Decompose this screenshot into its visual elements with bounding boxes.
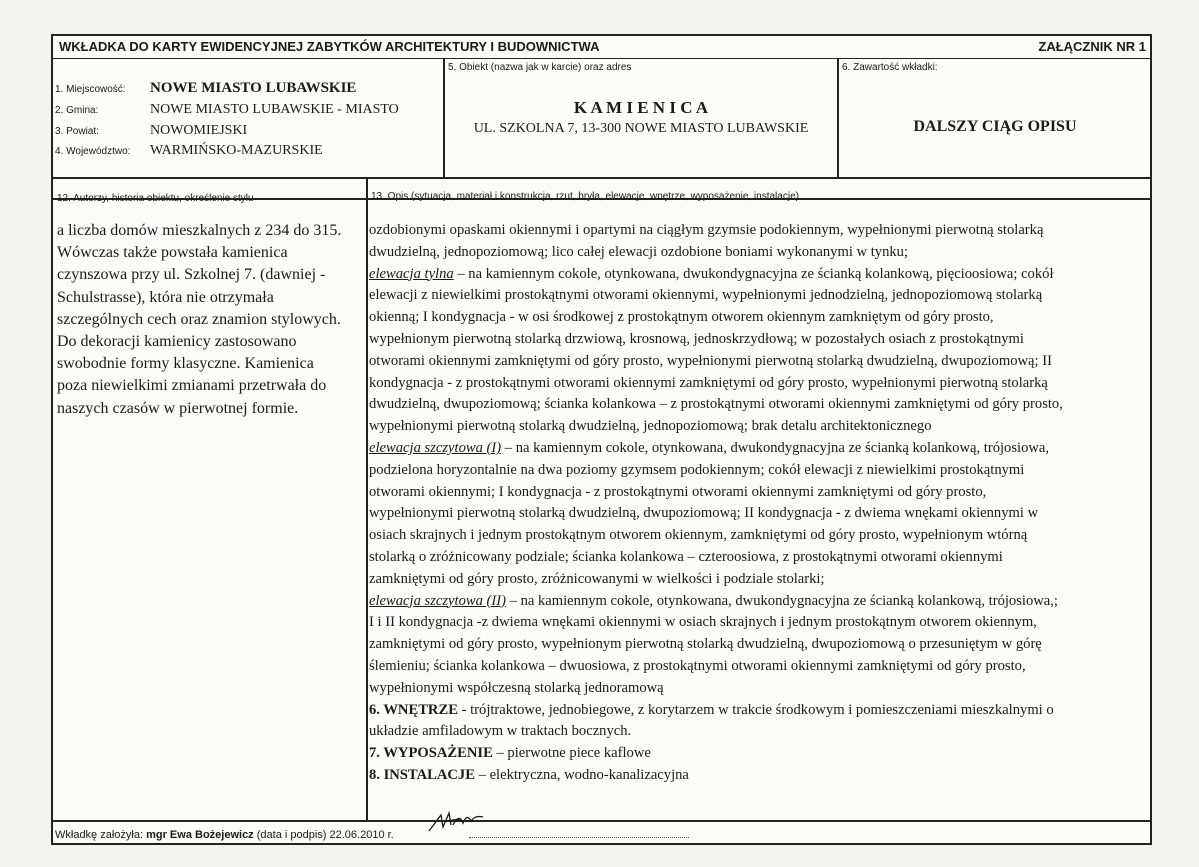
- desc-line: okienną; I kondygnacja - w osi środkowej z prostokątnym otworem okiennym zamkniętym od góry prosto,: [369, 309, 994, 326]
- desc-line: I i II kondygnacja -z dwiema wnękami okiennymi w osiach skrajnych i jednym prostokątnym otworem okiennym,: [369, 614, 1037, 631]
- section12-label: 12. Autorzy, historia obiektu, określenie stylu: [57, 193, 254, 204]
- form-header: [53, 36, 1150, 59]
- desc-line: ślemieniu; ścianka kolankowa – dwuosiowa, z prostokątnymi otworami okiennymi zamkniętymi od góry prosto,: [369, 657, 1026, 674]
- desc-line: podzielona horyzontalnie na dwa poziomy gzymsem podokiennym; cokół elewacji z niewielkimi prostokątnymi: [369, 461, 1025, 478]
- installations-heading: 8. INSTALACJE: [369, 766, 475, 783]
- district-label: 3. Powiat:: [55, 126, 99, 137]
- divider: [53, 820, 1150, 822]
- desc-line: dwudzielną, dwupoziomową; ścianka kolankowa – z prostokątnymi otworami okiennymi zamkniętymi od góry prosto,: [369, 396, 1063, 413]
- history-line: Schulstrasse), która nie otrzymała: [57, 288, 274, 306]
- desc-line-text: – na kamiennym cokole, otynkowana, dwukondygnacyjna ze ścianką kolankową, trójosiowa,: [501, 439, 1050, 456]
- form-frame: [51, 34, 1152, 845]
- desc-line: wypełnionymi współczesną stolarką jednoramową: [369, 679, 664, 696]
- desc-line: układzie amfiladowym w traktach bocznych.: [369, 723, 632, 740]
- divider: [443, 58, 445, 178]
- contents-value: DALSZY CIĄG OPISU: [913, 118, 1077, 135]
- gable-elevation-1-heading: elewacja szczytowa (I): [369, 439, 502, 456]
- history-line: czynszowa przy ul. Szkolnej 7. (dawniej -: [57, 266, 326, 284]
- desc-line: [369, 700, 1154, 722]
- object-address: UL. SZKOLNA 7, 13-300 NOWE MIASTO LUBAWSKIE: [473, 121, 809, 136]
- commune-label: 2. Gmina:: [55, 105, 99, 116]
- footer: [55, 827, 689, 841]
- desc-line: [369, 765, 1154, 787]
- desc-line: otworami okiennymi; I kondygnacja - z prostokątnymi otworami okiennymi zamkniętymi od góry prosto,: [369, 483, 987, 500]
- desc-line: stolarką o zróżnicowany podziale; ścianka kolankowa – czteroosiowa, z prostokątnymi otworami okiennymi: [369, 548, 1003, 565]
- desc-line-text: – pierwotne piece kaflowe: [492, 745, 651, 762]
- object-name: K A M I E N I C A: [573, 98, 709, 117]
- history-line: swobodnie formy klasyczne. Kamienica: [57, 355, 314, 373]
- signature-line: [469, 827, 689, 838]
- divider: [366, 178, 368, 821]
- footer-date: 22.06.2010 r.: [329, 829, 394, 841]
- section13-label: 13. Opis (sytuacja, materiał i konstrukcja, rzut, bryła, elewacje, wnętrze, wyposażenie, instalacje): [371, 191, 799, 202]
- object-label: 5. Obiekt (nazwa jak w karcie) oraz adres: [448, 62, 632, 73]
- desc-line: otworami okiennymi zamkniętymi od góry prosto, wypełnionymi pierwotną stolarką dwudzielną, dwupoziomową; II: [369, 352, 1052, 369]
- equipment-heading: 7. WYPOSAŻENIE: [369, 745, 493, 762]
- footer-mid: (data i podpis): [253, 829, 330, 841]
- commune-value: NOWE MIASTO LUBAWSKIE - MIASTO: [150, 102, 399, 117]
- commune-row: [55, 102, 399, 118]
- footer-prefix: Wkładkę założyła:: [55, 829, 147, 841]
- district-value: NOWOMIEJSKI: [150, 123, 248, 138]
- description-text: [369, 220, 1154, 787]
- attachment-number: ZAŁĄCZNIK NR 1: [1038, 39, 1146, 54]
- gable-elevation-2-heading: elewacja szczytowa (II): [369, 592, 506, 609]
- desc-line: [369, 438, 1154, 460]
- desc-line: osiach skrajnych i jednym prostokątnym otworem okiennym, zamkniętymi od góry prosto, wypełnionym wtórną: [369, 527, 1028, 544]
- voivodeship-label: 4. Województwo:: [55, 146, 131, 157]
- history-line: poza niewielkimi zmianami przetrwała do: [57, 377, 327, 395]
- desc-line: zamkniętymi od góry prosto, wypełnionym pierwotną stolarką dwudzielną, dwupoziomową o przesuniętym w górę: [369, 636, 1042, 653]
- history-line: naszych czasów w pierwotnej formie.: [57, 399, 299, 417]
- desc-line: dwudzielną, jednopoziomową; lico całej elewacji ozdobione boniami wykonanymi w tynku;: [369, 243, 909, 260]
- divider: [53, 177, 1150, 179]
- district-row: [55, 123, 247, 139]
- desc-line: elewacji z niewielkimi prostokątnymi otworami okiennymi, wypełnionymi jednodzielną, jednopoziomową stolarką: [369, 287, 1043, 304]
- desc-line: wypełnionymi pierwotną stolarką dwudzielną, jednopoziomową; brak detalu architektonicznego: [369, 418, 932, 435]
- desc-line: [369, 591, 1154, 613]
- history-line: Wówczas także powstała kamienica: [57, 244, 288, 262]
- desc-line-text: – elektryczna, wodno-kanalizacyjna: [474, 766, 689, 783]
- desc-line: zamkniętymi od góry prosto, zróżnicowanymi w wielkości i podziale stolarki;: [369, 570, 825, 587]
- footer-author: mgr Ewa Bożejewicz: [146, 829, 254, 841]
- desc-line-text: – na kamiennym cokole, otynkowana, dwukondygnacyjna ze ścianką kolankową, pięcioosiowa; cokół: [453, 265, 1054, 282]
- history-text: [57, 220, 362, 420]
- voivodeship-value: WARMIŃSKO-MAZURSKIE: [150, 143, 323, 158]
- desc-line: wypełnionym pierwotną stolarką drzwiową, krosnową, jednoskrzydłową; w pozostałych osiach z prostokątnymi: [369, 330, 1024, 347]
- city-label: 1. Miejscowość:: [55, 84, 126, 95]
- voivodeship-row: [55, 143, 323, 159]
- desc-line: kondygnacja - z prostokątnymi otworami okiennymi zamkniętymi od góry prosto, wypełnionymi pierwotną stolarką: [369, 374, 1048, 391]
- contents-label: 6. Zawartość wkładki:: [842, 62, 938, 73]
- form-title: WKŁADKA DO KARTY EWIDENCYJNEJ ZABYTKÓW ARCHITEKTURY I BUDOWNICTWA: [59, 39, 600, 54]
- desc-line: [369, 743, 1154, 765]
- desc-line-text: - trójtraktowe, jednobiegowe, z korytarzem w trakcie środkowym i pomieszczeniami mieszkalnymi o: [457, 701, 1054, 718]
- history-line: Do dekoracji kamienicy zastosowano: [57, 333, 297, 351]
- city-value: NOWE MIASTO LUBAWSKIE: [150, 80, 357, 96]
- history-line: a liczba domów mieszkalnych z 234 do 315.: [57, 222, 342, 239]
- desc-line: wypełnionymi pierwotną stolarką dwudzielną, dwupoziomową; II kondygnacja - z dwiema wnękami okiennymi w: [369, 505, 1039, 522]
- interior-heading: 6. WNĘTRZE: [369, 701, 458, 718]
- desc-line: ozdobionymi opaskami okiennymi i opartymi na ciągłym gzymsie podokiennym, wypełnionymi pierwotną stolarką: [369, 222, 1044, 238]
- signature-icon: [427, 809, 487, 835]
- history-line: szczególnych cech oraz znamion stylowych.: [57, 310, 341, 328]
- rear-elevation-heading: elewacja tylna: [369, 265, 454, 282]
- city-row: [55, 80, 356, 97]
- desc-line: [369, 264, 1154, 286]
- desc-line-text: – na kamiennym cokole, otynkowana, dwukondygnacyjna ze ścianką kolankową, trójosiowa,;: [505, 592, 1058, 609]
